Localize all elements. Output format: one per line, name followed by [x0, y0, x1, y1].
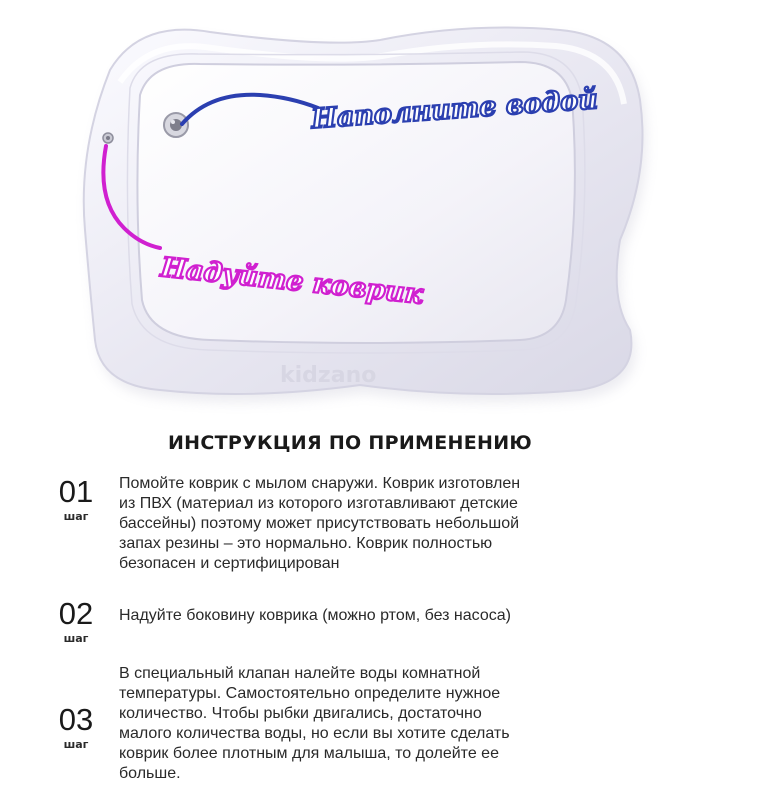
fill-callout-label: Наполните водой [310, 84, 599, 135]
step-word: шаг [63, 510, 89, 523]
brand-logo: kidzano [280, 363, 377, 388]
instructions-title: ИНСТРУКЦИЯ ПО ПРИМЕНЕНИЮ [167, 432, 533, 454]
inflate-callout-label: Надуйте коврик [159, 252, 425, 311]
step-text: Надуйте боковину коврика (можно ртом, без насоса) [119, 607, 511, 624]
step-word: шаг [63, 632, 89, 645]
step-number: 02 [58, 596, 94, 631]
step-word: шаг [63, 738, 89, 751]
step-text: Помойте коврик с мылом снаружи. Коврик изготовлен из ПВХ (материал из которого изготавливают детские бассейны) поэтому может присутствовать небольшой запах резины – это нормально. Коврик полностью безопасен и сертифицирован [119, 475, 521, 572]
step-number: 01 [58, 474, 94, 509]
water-valve-icon [164, 113, 188, 137]
air-valve-icon [103, 133, 113, 143]
step-text: В специальный клапан налейте воды комнатной температуры. Самостоятельно определите нужное количество. Чтобы рыбки двигались, достаточно малого количества воды, но если вы хотите сделать коврик более плотным для малыша, то долейте ее больше. [119, 665, 510, 782]
step-number: 03 [58, 702, 94, 737]
